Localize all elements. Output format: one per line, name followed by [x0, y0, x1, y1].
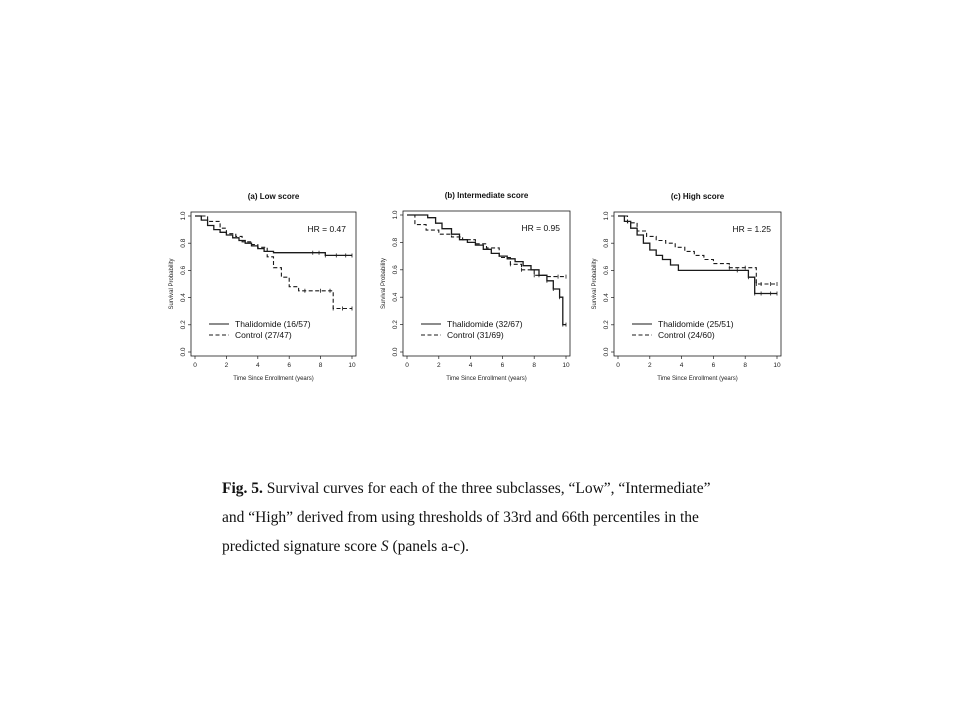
x-tick-label: 8	[532, 362, 537, 369]
x-tick-label: 10	[773, 362, 781, 369]
y-tick-label: 0.2	[392, 320, 399, 330]
caption-text-3: predicted signature score	[222, 538, 381, 555]
y-tick-label: 0.4	[180, 293, 187, 303]
legend-label: Thalidomide (32/67)	[447, 319, 523, 329]
x-tick-label: 10	[562, 362, 570, 369]
hazard-ratio-annotation: HR = 1.25	[732, 224, 771, 234]
caption-line-1	[222, 474, 762, 503]
hazard-ratio-annotation: HR = 0.95	[521, 223, 560, 233]
x-tick-label: 6	[287, 362, 292, 369]
x-axis-label: Time Since Enrollment (years)	[446, 376, 527, 382]
x-tick-label: 6	[500, 362, 505, 369]
panel-title: (b) Intermediate score	[444, 191, 529, 200]
caption-variable: S	[380, 538, 389, 555]
legend-label: Control (31/69)	[447, 330, 504, 340]
panel-title: (a) Low score	[247, 192, 300, 201]
caption-figure-label: Fig. 5.	[222, 480, 263, 497]
y-axis-label: Survival Probability	[592, 258, 598, 310]
x-tick-label: 4	[468, 362, 473, 369]
y-tick-label: 0.8	[603, 238, 610, 248]
x-tick-label: 0	[405, 362, 409, 369]
y-axis-label: Survival Probability	[169, 258, 175, 310]
legend-label: Thalidomide (16/57)	[235, 319, 311, 329]
x-tick-label: 8	[743, 362, 748, 369]
legend-label: Thalidomide (25/51)	[658, 319, 734, 329]
legend-label: Control (24/60)	[658, 330, 715, 340]
x-tick-label: 2	[436, 362, 441, 369]
panel-title: (c) High score	[670, 192, 725, 201]
y-tick-label: 0.0	[603, 347, 610, 357]
caption-text-end: (panels a-c).	[388, 538, 470, 555]
hazard-ratio-annotation: HR = 0.47	[307, 224, 346, 234]
x-tick-label: 10	[348, 362, 356, 369]
x-tick-label: 8	[318, 362, 323, 369]
y-tick-label: 0.0	[180, 347, 187, 357]
x-tick-label: 0	[616, 362, 620, 369]
chart-panel-1	[169, 192, 356, 382]
caption-line-3	[222, 532, 762, 561]
x-tick-label: 4	[255, 362, 260, 369]
y-axis-label: Survival Probability	[381, 257, 387, 310]
y-tick-label: 0.2	[603, 320, 610, 330]
y-tick-label: 0.8	[180, 238, 187, 248]
y-tick-label: 0.2	[180, 320, 187, 330]
y-tick-label: 0.4	[603, 293, 610, 303]
caption-line-2: and “High” derived from using thresholds of 33rd and 66th percentiles in the	[222, 509, 699, 526]
y-tick-label: 0.8	[392, 237, 399, 247]
y-tick-label: 1.0	[392, 210, 399, 220]
y-tick-label: 0.6	[180, 265, 187, 275]
caption-text-1: Survival curves for each of the three subclasses, “Low”, “Intermediate”	[262, 480, 711, 497]
x-tick-label: 2	[224, 362, 229, 369]
y-tick-label: 0.0	[392, 347, 399, 357]
figure-caption	[222, 474, 762, 561]
x-tick-label: 2	[647, 362, 652, 369]
legend-label: Control (27/47)	[235, 330, 292, 340]
x-axis-label: Time Since Enrollment (years)	[657, 376, 738, 382]
x-tick-label: 0	[193, 362, 197, 369]
x-tick-label: 4	[679, 362, 684, 369]
chart-panel-3	[592, 192, 781, 382]
y-tick-label: 0.6	[603, 265, 610, 275]
x-tick-label: 6	[711, 362, 716, 369]
y-tick-label: 0.6	[392, 265, 399, 275]
y-tick-label: 1.0	[603, 211, 610, 221]
y-tick-label: 1.0	[180, 211, 187, 221]
y-tick-label: 0.4	[392, 292, 399, 302]
x-axis-label: Time Since Enrollment (years)	[233, 376, 314, 382]
chart-panel-2	[381, 191, 570, 382]
